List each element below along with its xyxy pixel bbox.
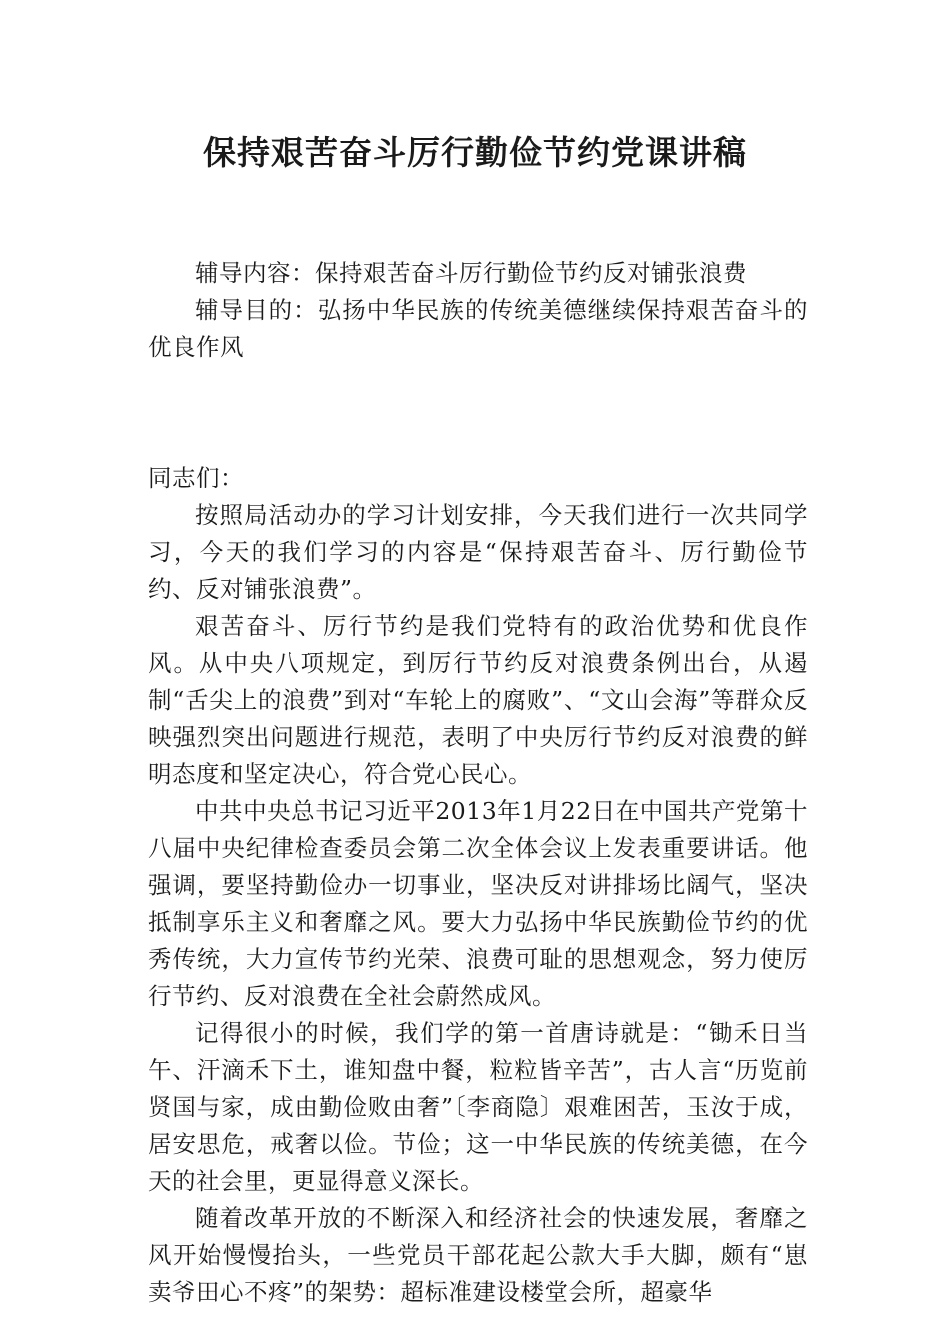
paragraph: 按照局活动办的学习计划安排，今天我们进行一次共同学习，今天的我们学习的内容是“保持艰苦奋斗、厉行勤俭节约、反对铺张浪费”。 (148, 501, 808, 603)
paragraph: 中共中央总书记习近平2013年1月22日在中国共产党第十八届中央纪律检查委员会第二次全体会议上发表重要讲话。他强调，要坚持勤俭办一切事业，坚决反对讲排场比阔气，坚决抵制享乐主义和奢靡之风。要大力弘扬中华民族勤俭节约的优秀传统，大力宣传节约光荣、浪费可耻的思想观念，努力使厉行节约、反对浪费在全社会蔚然成风。 (148, 797, 808, 1010)
paragraph: 随着改革开放的不断深入和经济社会的快速发展，奢靡之风开始慢慢抬头，一些党员干部花起公款大手大脚，颇有“崽卖爷田心不疼”的架势：超标准建设楼堂会所，超豪华 (148, 1204, 808, 1306)
intro-section (148, 255, 808, 366)
intro-line-content: 辅导内容：保持艰苦奋斗厉行勤俭节约反对铺张浪费 (195, 259, 747, 287)
paragraph: 艰苦奋斗、厉行节约是我们党特有的政治优势和优良作风。从中央八项规定，到厉行节约反对浪费条例出台，从遏制“舌尖上的浪费”到对“车轮上的腐败”、“文山会海”等群众反映强烈突出问题进行规范，表明了中央厉行节约反对浪费的鲜明态度和坚定决心，符合党心民心。 (148, 612, 808, 788)
intro-line-purpose: 辅导目的：弘扬中华民族的传统美德继续保持艰苦奋斗的优良作风 (148, 296, 808, 361)
paragraph: 记得很小的时候，我们学的第一首唐诗就是：“锄禾日当午、汗滴禾下土，谁知盘中餐，粒粒皆辛苦”，古人言“历览前贤国与家，成由勤俭败由奢”〔李商隐〕艰难困苦，玉汝于成，居安思危，戒奢以俭。节俭；这一中华民族的传统美德，在今天的社会里，更显得意义深长。 (148, 1019, 808, 1195)
main-text (148, 460, 808, 1311)
salutation: 同志们： (148, 464, 244, 492)
document-title: 保持艰苦奋斗厉行勤俭节约党课讲稿 (203, 133, 747, 172)
